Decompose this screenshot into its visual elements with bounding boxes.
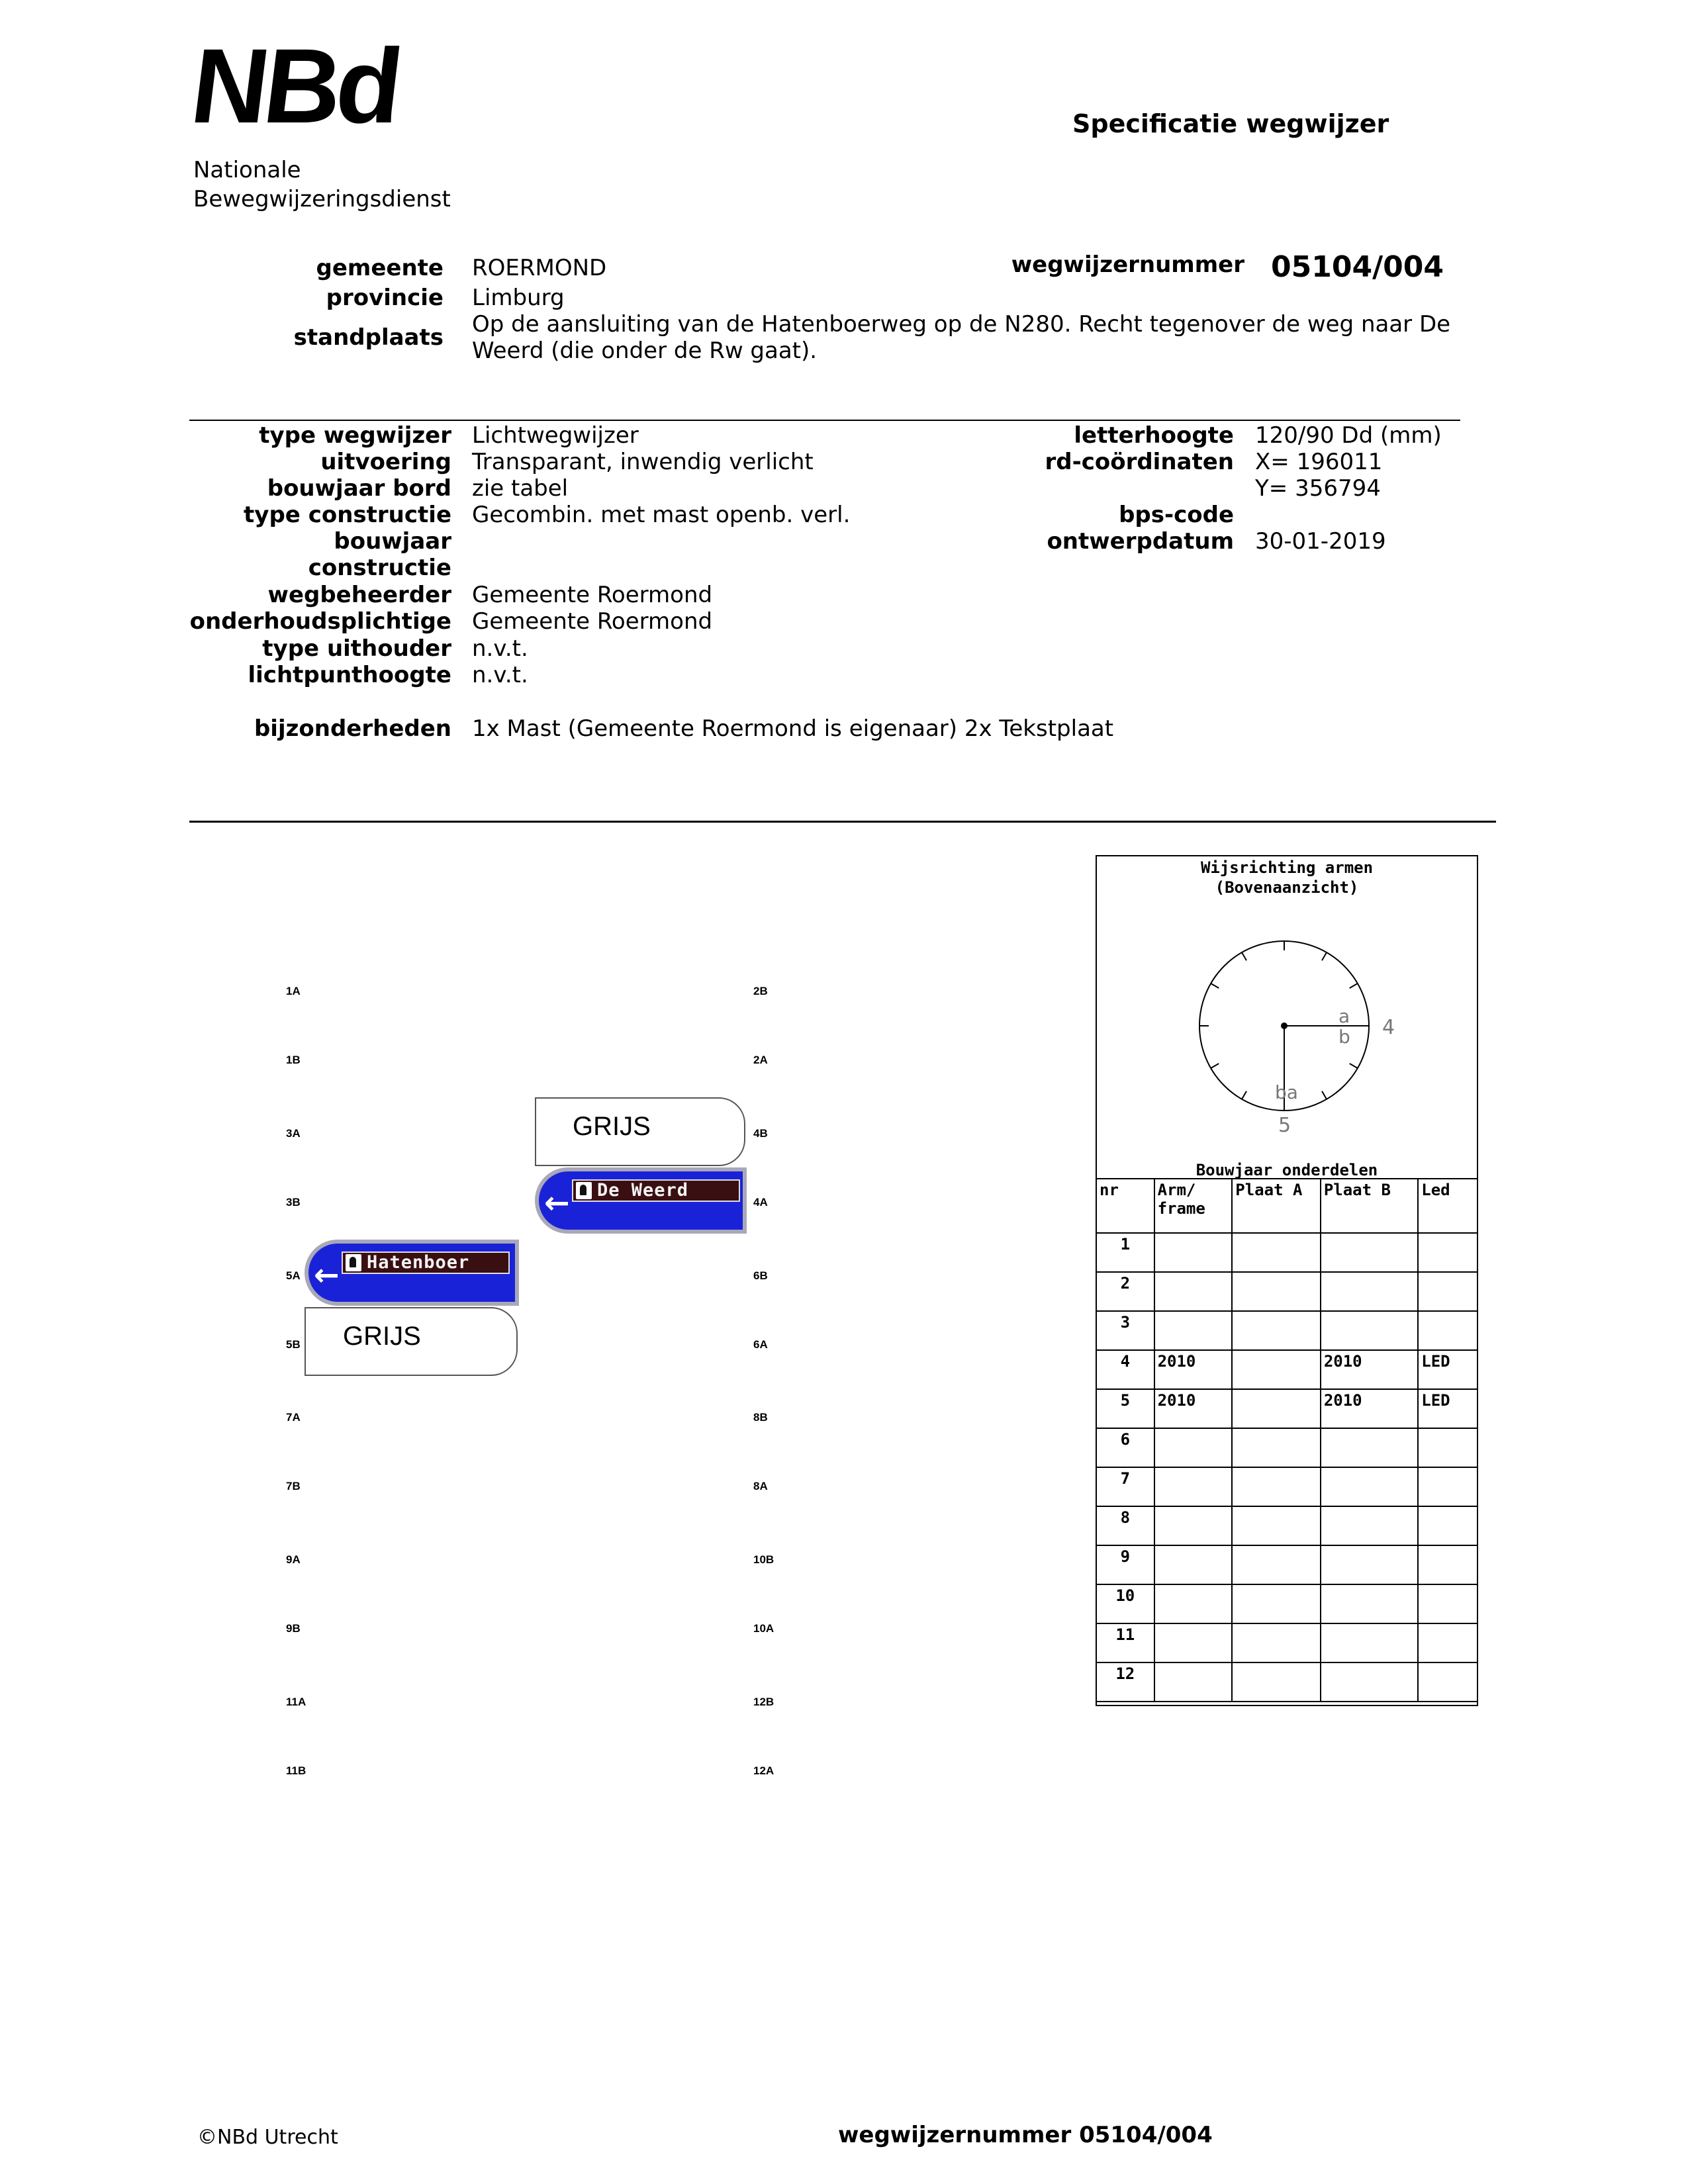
grid-label: 2B: [753, 985, 768, 997]
grid-label: 6A: [753, 1338, 768, 1351]
table-cell: 3: [1096, 1311, 1154, 1350]
compass-tick: [1322, 1091, 1327, 1099]
grid-label: 12B: [753, 1696, 774, 1708]
logo-subtitle-line1: Nationale: [193, 157, 301, 183]
grid-label: 10A: [753, 1622, 774, 1635]
wegbeheerder-value: Gemeente Roermond: [472, 582, 713, 608]
table-row: [1096, 1623, 1477, 1662]
sign-blue-de-weerd: [535, 1167, 747, 1234]
parts-header-cell: Led: [1418, 1179, 1477, 1233]
lichtpunthoogte-label: lichtpunthoogte: [248, 662, 451, 688]
divider-bottom: [189, 821, 1496, 823]
type-wegwijzer-value: Lichtwegwijzer: [472, 422, 639, 449]
rd-coordinaten-label: rd-coördinaten: [1045, 449, 1234, 475]
table-cell: [1232, 1662, 1321, 1702]
grid-label: 3B: [286, 1196, 301, 1208]
gemeente-label: gemeente: [316, 255, 444, 281]
bouwjaar-bord-value: zie tabel: [472, 475, 569, 502]
table-cell: 2010: [1154, 1389, 1233, 1428]
grid-label: 5A: [286, 1269, 301, 1282]
sign-grey-bottom-text: GRIJS: [343, 1322, 421, 1351]
parts-body: [1096, 1233, 1477, 1702]
parts-title: Bouwjaar onderdelen: [1196, 1161, 1378, 1179]
sign-text-hatenboer: Hatenboer: [367, 1252, 470, 1273]
sign-grey-bottom: [305, 1307, 518, 1376]
table-cell: [1232, 1233, 1321, 1272]
onderhoudsplichtige-value: Gemeente Roermond: [472, 608, 713, 635]
table-cell: [1154, 1428, 1233, 1467]
table-row: [1096, 1311, 1477, 1350]
grid-label: 11B: [286, 1764, 306, 1777]
table-cell: [1321, 1272, 1418, 1311]
table-cell: [1154, 1584, 1233, 1623]
label-5: 5: [1278, 1114, 1291, 1137]
bijzonderheden-label: bijzonderheden: [254, 715, 451, 742]
table-row: [1096, 1545, 1477, 1584]
bps-code-label: bps-code: [1119, 502, 1234, 528]
type-wegwijzer-label: type wegwijzer: [259, 422, 451, 449]
table-cell: 2010: [1154, 1350, 1233, 1389]
table-cell: 6: [1096, 1428, 1154, 1467]
table-cell: 12: [1096, 1662, 1154, 1702]
parts-header-cell: Arm/ frame: [1154, 1179, 1233, 1233]
grid-label: 9B: [286, 1622, 301, 1635]
footer-copyright: ©NBd Utrecht: [197, 2126, 338, 2149]
table-row: [1096, 1662, 1477, 1702]
parts-header-cell: Plaat B: [1321, 1179, 1418, 1233]
lichtpunthoogte-value: n.v.t.: [472, 662, 528, 688]
uitvoering-value: Transparant, inwendig verlicht: [472, 449, 814, 475]
sign-grey-top: [535, 1097, 745, 1166]
table-cell: [1418, 1623, 1477, 1662]
compass-tick: [1211, 1064, 1219, 1068]
letterhoogte-value: 120/90 Dd (mm): [1255, 422, 1442, 449]
grid-label: 6B: [753, 1269, 768, 1282]
table-cell: [1321, 1662, 1418, 1702]
table-cell: [1232, 1389, 1321, 1428]
table-cell: [1321, 1623, 1418, 1662]
parts-header-cell: Plaat A: [1232, 1179, 1321, 1233]
table-cell: [1418, 1311, 1477, 1350]
table-cell: [1418, 1272, 1477, 1311]
grid-label: 7A: [286, 1411, 301, 1424]
parts-table: [1096, 1178, 1478, 1702]
standplaats-value: Op de aansluiting van de Hatenboerweg op de N280. Recht tegenover de weg naar De Weerd (die onder de Rw gaat).: [472, 311, 1451, 364]
rd-y-value: Y= 356794: [1255, 475, 1381, 502]
grid-label: 10B: [753, 1553, 774, 1566]
table-cell: [1418, 1428, 1477, 1467]
table-cell: [1232, 1350, 1321, 1389]
standplaats-label: standplaats: [293, 324, 444, 351]
compass-tick: [1350, 983, 1358, 988]
letterhoogte-label: letterhoogte: [1074, 422, 1234, 449]
nbd-logo: NBd: [186, 26, 401, 145]
compass-tick: [1322, 952, 1327, 960]
walking-person-icon: [576, 1182, 592, 1199]
bouwjaar-constructie-label-1: bouwjaar: [334, 528, 451, 555]
table-cell: [1418, 1233, 1477, 1272]
bijzonderheden-value: 1x Mast (Gemeente Roermond is eigenaar) 2x Tekstplaat: [472, 715, 1114, 742]
sign-grey-top-text: GRIJS: [573, 1112, 651, 1141]
label-ba: ba: [1275, 1081, 1298, 1103]
table-cell: 2010: [1321, 1350, 1418, 1389]
arrow-left-icon: ←: [544, 1185, 570, 1220]
table-cell: [1321, 1311, 1418, 1350]
grid-label: 11A: [286, 1696, 306, 1708]
table-cell: [1418, 1467, 1477, 1506]
table-row: [1096, 1272, 1477, 1311]
table-row: [1096, 1506, 1477, 1545]
logo-subtitle-line2: Bewegwijzeringsdienst: [193, 186, 451, 212]
table-cell: [1418, 1584, 1477, 1623]
table-cell: [1232, 1506, 1321, 1545]
table-cell: [1321, 1233, 1418, 1272]
table-cell: [1232, 1272, 1321, 1311]
grid-label: 3A: [286, 1127, 301, 1140]
table-cell: [1321, 1506, 1418, 1545]
table-row: [1096, 1467, 1477, 1506]
table-cell: [1154, 1662, 1233, 1702]
compass-tick: [1242, 952, 1246, 960]
table-cell: 11: [1096, 1623, 1154, 1662]
grid-label: 1A: [286, 985, 301, 997]
table-cell: [1154, 1467, 1233, 1506]
gemeente-value: ROERMOND: [472, 255, 607, 281]
arrow-left-icon: ←: [314, 1257, 340, 1293]
table-cell: [1321, 1545, 1418, 1584]
table-cell: 1: [1096, 1233, 1154, 1272]
table-cell: [1232, 1584, 1321, 1623]
type-constructie-value: Gecombin. met mast openb. verl.: [472, 502, 851, 528]
wegbeheerder-label: wegbeheerder: [267, 582, 451, 608]
table-row: [1096, 1584, 1477, 1623]
table-cell: 10: [1096, 1584, 1154, 1623]
ontwerpdatum-label: ontwerpdatum: [1047, 528, 1234, 555]
divider-top: [189, 420, 1460, 421]
table-cell: [1232, 1311, 1321, 1350]
parts-header-row: [1096, 1179, 1477, 1233]
wegwijzernummer-value: 05104/004: [1271, 250, 1444, 284]
wegwijzernummer-label: wegwijzernummer: [1011, 251, 1244, 278]
table-cell: [1321, 1428, 1418, 1467]
direction-compass: [1185, 933, 1397, 1145]
table-row: [1096, 1350, 1477, 1389]
table-cell: LED: [1418, 1389, 1477, 1428]
grid-label: 9A: [286, 1553, 301, 1566]
table-cell: [1321, 1467, 1418, 1506]
grid-label: 7B: [286, 1480, 301, 1492]
compass-tick: [1211, 983, 1219, 988]
table-cell: [1232, 1623, 1321, 1662]
sign-panel-de-weerd: [572, 1179, 740, 1202]
table-cell: [1154, 1506, 1233, 1545]
grid-label: 2A: [753, 1054, 768, 1066]
sign-text-de-weerd: De Weerd: [597, 1180, 689, 1201]
table-cell: [1154, 1272, 1233, 1311]
type-uithouder-label: type uithouder: [262, 635, 451, 662]
type-constructie-label: type constructie: [244, 502, 451, 528]
compass-tick: [1242, 1091, 1246, 1099]
grid-label: 4A: [753, 1196, 768, 1208]
table-row: [1096, 1428, 1477, 1467]
sign-blue-hatenboer: [305, 1240, 519, 1306]
grid-label: 1B: [286, 1054, 301, 1066]
label-b: b: [1338, 1026, 1350, 1048]
provincie-value: Limburg: [472, 285, 565, 311]
table-cell: [1232, 1428, 1321, 1467]
table-cell: 2: [1096, 1272, 1154, 1311]
walking-person-icon: [346, 1254, 361, 1271]
direction-title: Wijsrichting armen: [1200, 858, 1374, 877]
table-row: [1096, 1233, 1477, 1272]
grid-label: 5B: [286, 1338, 301, 1351]
table-cell: [1154, 1545, 1233, 1584]
table-cell: [1154, 1311, 1233, 1350]
rd-x-value: X= 196011: [1255, 449, 1383, 475]
direction-subtitle: (Bovenaanzicht): [1215, 878, 1359, 897]
document-title: Specificatie wegwijzer: [1072, 109, 1389, 138]
bouwjaar-constructie-label-2: constructie: [308, 555, 451, 581]
bouwjaar-bord-label: bouwjaar bord: [267, 475, 451, 502]
provincie-label: provincie: [326, 285, 444, 311]
table-cell: 7: [1096, 1467, 1154, 1506]
grid-label: 12A: [753, 1764, 774, 1777]
footer-number: wegwijzernummer 05104/004: [838, 2122, 1213, 2148]
table-cell: [1418, 1662, 1477, 1702]
table-cell: [1154, 1233, 1233, 1272]
uitvoering-label: uitvoering: [320, 449, 451, 475]
table-cell: [1418, 1545, 1477, 1584]
sign-panel-hatenboer: [342, 1251, 510, 1274]
compass-tick: [1350, 1064, 1358, 1068]
table-cell: 2010: [1321, 1389, 1418, 1428]
table-cell: 8: [1096, 1506, 1154, 1545]
table-cell: 4: [1096, 1350, 1154, 1389]
table-cell: 9: [1096, 1545, 1154, 1584]
onderhoudsplichtige-label: onderhoudsplichtige: [189, 608, 451, 635]
ontwerpdatum-value: 30-01-2019: [1255, 528, 1386, 555]
grid-label: 8B: [753, 1411, 768, 1424]
grid-label: 8A: [753, 1480, 768, 1492]
table-cell: 5: [1096, 1389, 1154, 1428]
table-cell: [1232, 1545, 1321, 1584]
table-cell: [1418, 1506, 1477, 1545]
table-cell: LED: [1418, 1350, 1477, 1389]
table-row: [1096, 1389, 1477, 1428]
parts-header-cell: nr: [1096, 1179, 1154, 1233]
compass-center: [1281, 1023, 1288, 1029]
type-uithouder-value: n.v.t.: [472, 635, 528, 662]
label-a: a: [1338, 1005, 1350, 1027]
grid-label: 4B: [753, 1127, 768, 1140]
table-cell: [1321, 1584, 1418, 1623]
table-cell: [1232, 1467, 1321, 1506]
label-4: 4: [1382, 1016, 1395, 1039]
table-cell: [1154, 1623, 1233, 1662]
